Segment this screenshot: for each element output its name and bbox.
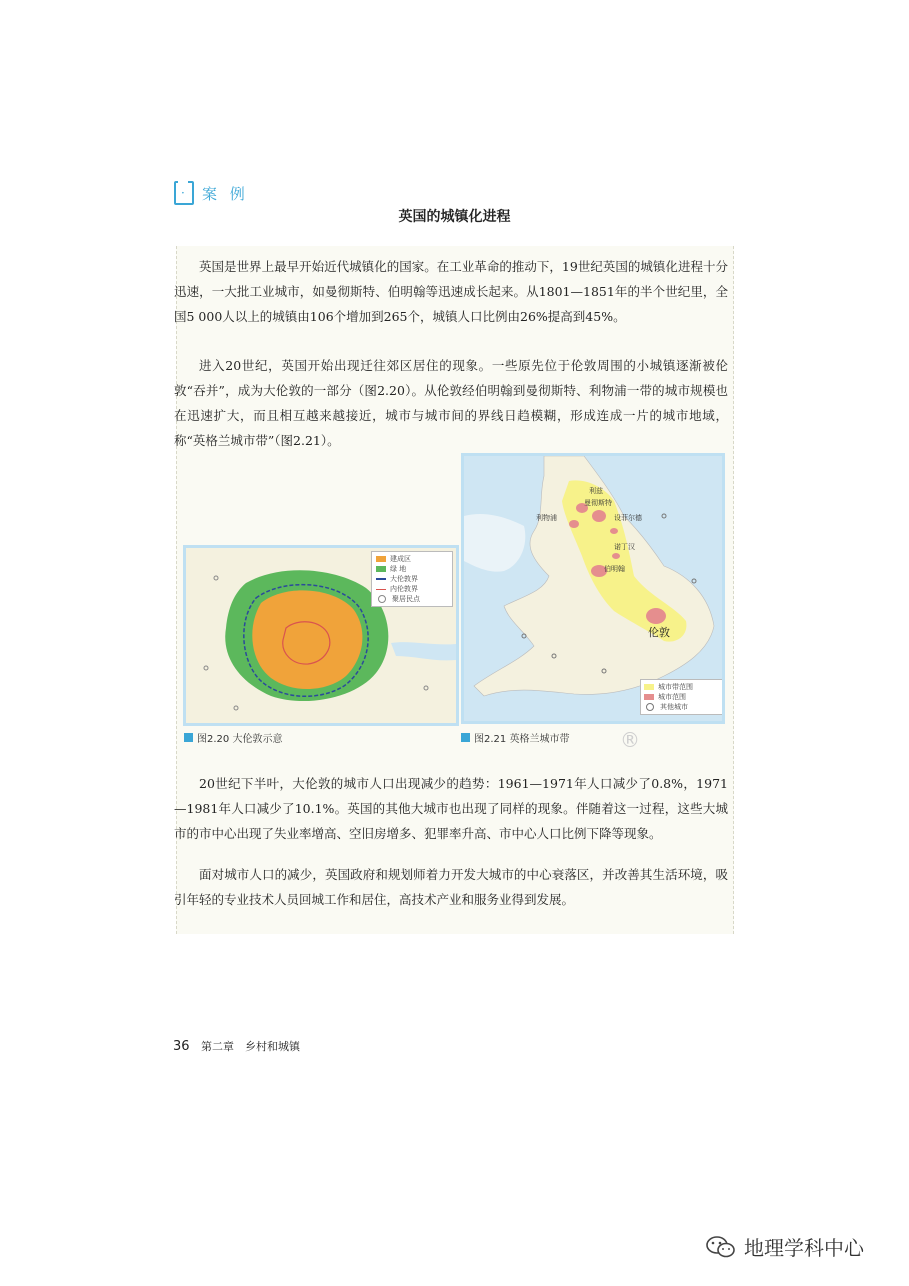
- greater-london-map: [183, 545, 459, 726]
- city-swatch: [644, 694, 654, 700]
- legend-inner-london: 内伦敦界: [390, 585, 418, 593]
- map20-legend: [371, 551, 453, 607]
- legend-belt: 城市带范围: [658, 683, 693, 691]
- legend-city: 城市范围: [658, 693, 686, 701]
- green-swatch: [376, 566, 386, 572]
- paragraph-4: 面对城市人口的减少，英国政府和规划师着力开发大城市的中心衰落区，并改善其生活环境，吸引年轻的专业技术人员回城工作和居住，高技术产业和服务业得到发展。: [174, 867, 728, 907]
- map21-legend: [640, 679, 724, 715]
- figure21-caption-text: 图2.21 英格兰城市带: [474, 734, 570, 745]
- legend-green: 绿 地: [390, 565, 407, 573]
- figure20-caption: [184, 730, 282, 745]
- label-leeds: 利兹: [589, 487, 603, 495]
- wechat-watermark: [706, 1232, 864, 1261]
- label-nottingham: 诺丁汉: [614, 543, 635, 551]
- chapter-title: 第二章 乡村和城镇: [201, 1040, 301, 1053]
- label-birmingham: 伯明翰: [604, 565, 625, 573]
- greater-london-line-swatch: [376, 578, 386, 580]
- book-icon: [174, 181, 194, 205]
- builtup-swatch: [376, 556, 386, 562]
- inner-london-line-swatch: [376, 589, 386, 590]
- case-label: 案 例: [202, 184, 249, 203]
- legend-greater-london: 大伦敦界: [390, 575, 418, 583]
- caption-square-icon: [461, 733, 470, 742]
- legend-other-city: 其他城市: [660, 703, 688, 711]
- belt-swatch: [644, 684, 654, 690]
- page-number: 36: [173, 1039, 190, 1054]
- paragraph-3: 20世纪下半叶，大伦敦的城市人口出现减少的趋势：1961—1971年人口减少了0.8%，1971—1981年人口减少了10.1%。英国的其他大城市也出现了同样的现象。伴随着这一过程，这些大城市的市中心出现了失业率增高、空旧房增多、犯罪率升高、市中心人口比例下降等现象。: [174, 776, 728, 841]
- figure21-caption: [461, 730, 569, 745]
- label-liverpool: 利物浦: [536, 514, 557, 522]
- page-footer: [173, 1038, 300, 1054]
- case-header: [174, 181, 249, 205]
- label-sheffield: 设菲尔德: [614, 514, 642, 522]
- watermark: ®: [620, 728, 640, 752]
- settlement-swatch: [378, 595, 386, 603]
- paragraph-2: 进入20世纪，英国开始出现迁往郊区居住的现象。一些原先位于伦敦周围的小城镇逐渐被伦敦“吞并”，成为大伦敦的一部分（图2.20）。从伦敦经伯明翰到曼彻斯特、利物浦一带的城市规模也在迅速扩大，而且相互越来越接近，城市与城市间的界线日趋模糊，形成连成一片的城市地域，称“英格兰城市带”（图2.21）。: [174, 358, 728, 448]
- other-city-swatch: [646, 703, 654, 711]
- wechat-account-name: 地理学科中心: [744, 1236, 864, 1260]
- caption-square-icon: [184, 733, 193, 742]
- label-london: 伦敦: [648, 626, 670, 639]
- label-manchester: 曼彻斯特: [584, 499, 612, 507]
- paragraph-1: 英国是世界上最早开始近代城镇化的国家。在工业革命的推动下，19世纪英国的城镇化进程十分迅速，一大批工业城市，如曼彻斯特、伯明翰等迅速成长起来。从1801—1851年的半个世纪里，全国5 000人以上的城镇由106个增加到265个，城镇人口比例由26%提高到45%。: [174, 259, 728, 324]
- wechat-icon: [706, 1235, 736, 1259]
- case-title: 英国的城镇化进程: [398, 209, 511, 225]
- figure20-caption-text: 图2.20 大伦敦示意: [197, 734, 283, 745]
- england-urban-belt-map: [461, 453, 725, 724]
- legend-settlement: 聚居民点: [392, 595, 420, 603]
- legend-builtup: 建成区: [390, 555, 411, 563]
